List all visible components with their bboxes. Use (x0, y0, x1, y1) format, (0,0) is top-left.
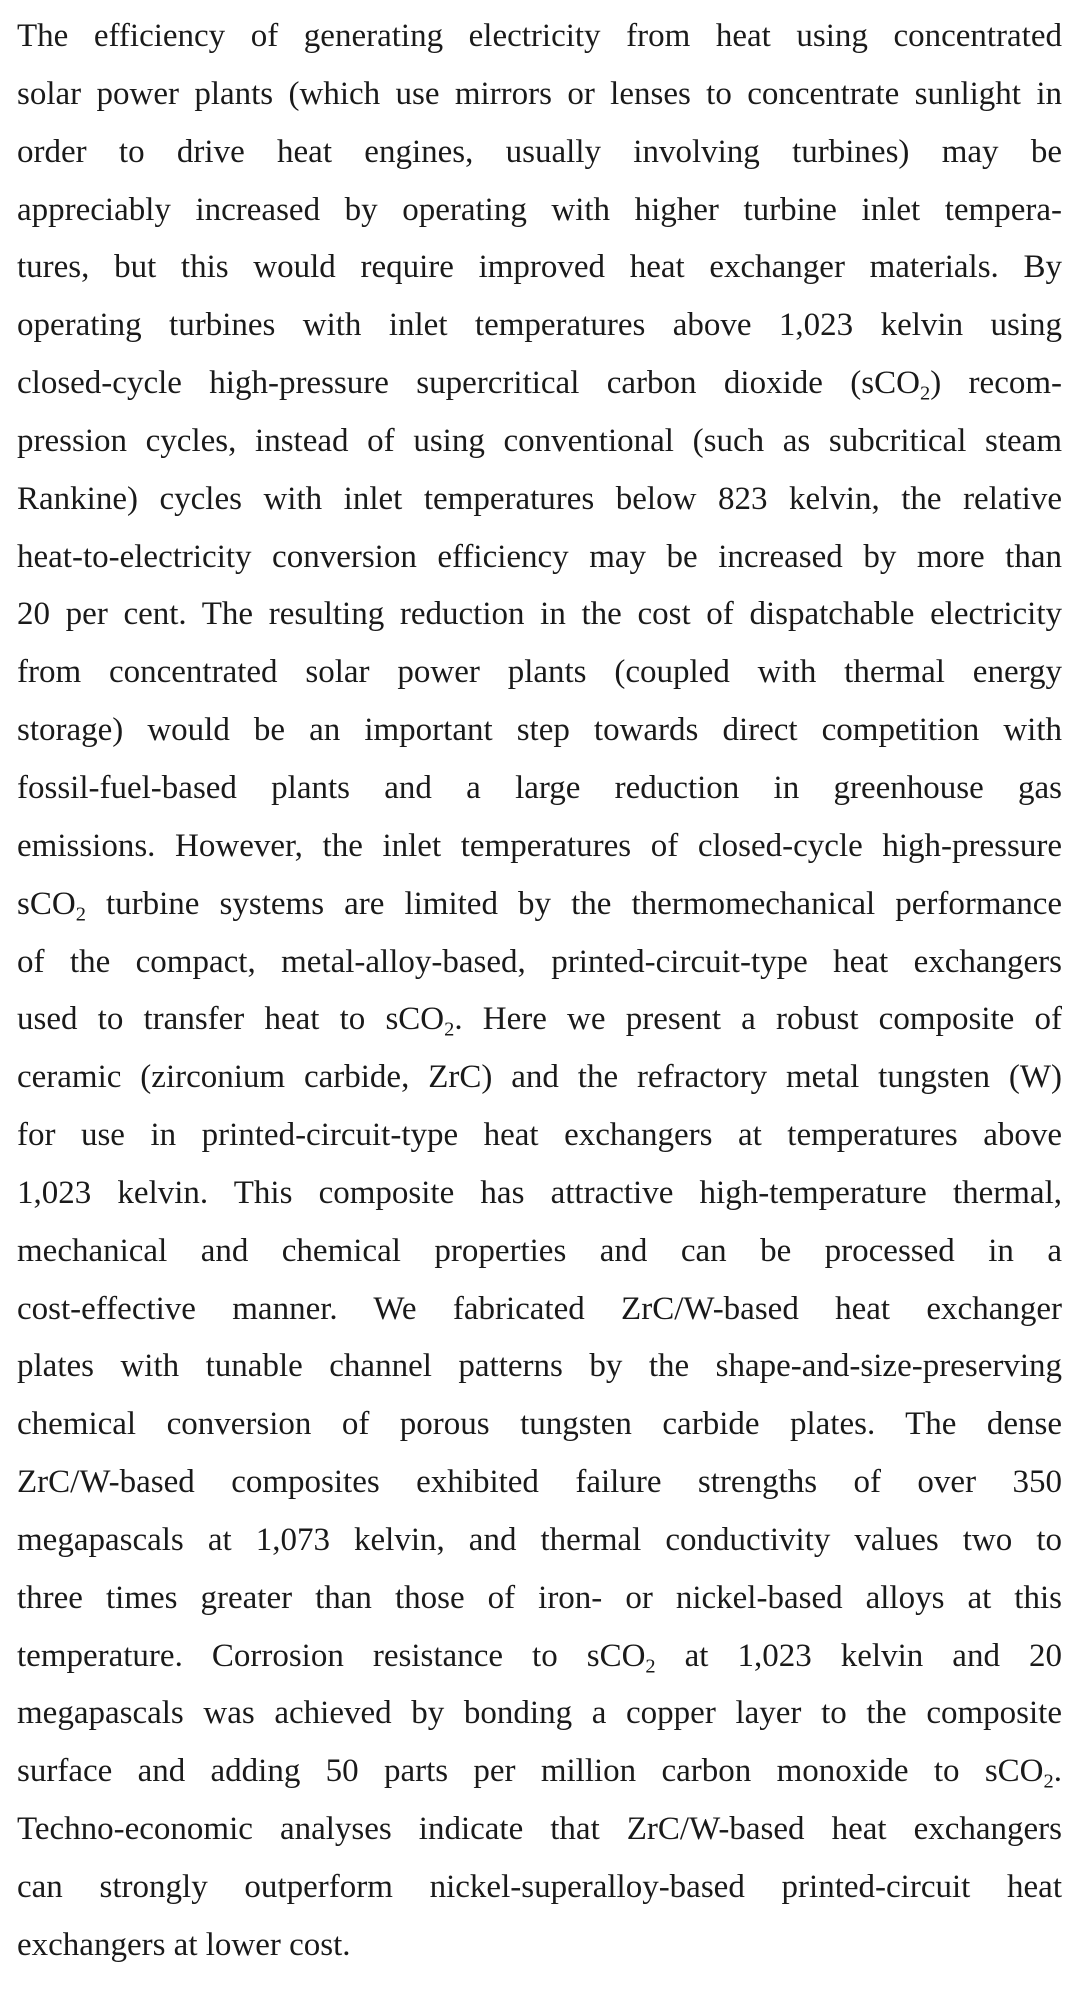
text-line (17, 1743, 1062, 1801)
text-line (17, 934, 1062, 992)
text-segment: exchangers at lower cost. (17, 1926, 351, 1963)
text-segment: pression cycles, instead of using conventional (such as subcritical steam (17, 422, 1062, 459)
subscript: 2 (1043, 1770, 1054, 1793)
text-line (17, 124, 1062, 182)
text-segment: mechanical and chemical properties and can be processed in a (17, 1232, 1062, 1269)
text-line (17, 529, 1062, 587)
text-line (17, 297, 1062, 355)
text-line (17, 239, 1062, 297)
text-line (17, 1165, 1062, 1223)
text-line (17, 1396, 1062, 1454)
text-segment: The efficiency of generating electricity from heat using concentrated (17, 18, 1062, 54)
text-line (17, 876, 1062, 934)
text-line (17, 1107, 1062, 1165)
text-line (17, 1801, 1062, 1859)
text-segment: used to transfer heat to sCO (17, 1001, 445, 1038)
text-line (17, 1223, 1062, 1281)
text-segment: for use in printed-circuit-type heat exchangers at temperatures above (17, 1117, 1062, 1154)
text-segment: ceramic (zirconium carbide, ZrC) and the refractory metal tungsten (W) (17, 1059, 1062, 1096)
text-line (17, 66, 1062, 124)
text-segment: three times greater than those of iron- or nickel-based alloys at this (17, 1579, 1062, 1616)
text-segment: storage) would be an important step towards direct competition with (17, 712, 1062, 749)
text-line (17, 1454, 1062, 1512)
text-segment: fossil-fuel-based plants and a large reduction in greenhouse gas (17, 769, 1062, 806)
text-line (17, 991, 1062, 1049)
text-segment: sCO (17, 885, 76, 922)
text-line (17, 760, 1062, 818)
text-line (17, 818, 1062, 876)
text-line (17, 1628, 1062, 1686)
text-segment: tures, but this would require improved heat exchanger materials. By (17, 249, 1062, 286)
subscript: 2 (444, 1018, 455, 1041)
text-segment: heat-to-electricity conversion efficiency may be increased by more than (17, 538, 1062, 575)
text-segment: solar power plants (which use mirrors or lenses to concentrate sunlight in (17, 75, 1062, 112)
text-segment: turbine systems are limited by the thermomechanical performance (85, 885, 1062, 922)
subscript: 2 (75, 903, 86, 926)
text-segment: ZrC/W-based composites exhibited failure strengths of over 350 (17, 1464, 1062, 1501)
text-line (17, 1281, 1062, 1339)
text-line (17, 1685, 1062, 1743)
text-segment: ) recom- (930, 365, 1063, 402)
text-segment: from concentrated solar power plants (coupled with thermal energy (17, 654, 1062, 691)
text-line (17, 586, 1062, 644)
text-line (17, 1512, 1062, 1570)
text-line (17, 355, 1062, 413)
text-segment: Techno-economic analyses indicate that ZrC/W-based heat exchangers (17, 1811, 1062, 1848)
text-segment: 20 per cent. The resulting reduction in the cost of dispatchable electricity (17, 596, 1062, 633)
text-segment: . (1053, 1753, 1062, 1790)
text-segment: closed-cycle high-pressure supercritical carbon dioxide (sCO (17, 365, 920, 402)
text-line (17, 644, 1062, 702)
text-segment: plates with tunable channel patterns by the shape-and-size-preserving (17, 1348, 1062, 1385)
text-line (17, 471, 1062, 529)
text-segment: . Here we present a robust composite of (454, 1001, 1062, 1038)
text-line (17, 413, 1062, 471)
abstract-paragraph (17, 8, 1062, 1975)
text-segment: order to drive heat engines, usually involving turbines) may be (17, 133, 1062, 170)
text-segment: megapascals at 1,073 kelvin, and thermal conductivity values two to (17, 1521, 1062, 1558)
subscript: 2 (919, 382, 931, 405)
text-line (17, 1338, 1062, 1396)
text-segment: megapascals was achieved by bonding a copper layer to the composite (17, 1695, 1062, 1732)
text-segment: 1,023 kelvin. This composite has attractive high-temperature thermal, (17, 1174, 1062, 1211)
text-line (17, 1570, 1062, 1628)
text-segment: Rankine) cycles with inlet temperatures below 823 kelvin, the relative (17, 480, 1062, 517)
text-segment: operating turbines with inlet temperatures above 1,023 kelvin using (17, 307, 1062, 344)
text-segment: emissions. However, the inlet temperatures of closed-cycle high-pressure (17, 827, 1062, 864)
text-line (17, 8, 1062, 66)
text-line (17, 1049, 1062, 1107)
text-line (17, 702, 1062, 760)
text-segment: at 1,023 kelvin and 20 (655, 1637, 1062, 1674)
text-segment: chemical conversion of porous tungsten carbide plates. The dense (17, 1406, 1062, 1443)
text-segment: appreciably increased by operating with higher turbine inlet tempera- (17, 191, 1062, 228)
text-line (17, 1917, 1062, 1975)
text-line (17, 182, 1062, 240)
text-line (17, 1859, 1062, 1917)
text-segment: of the compact, metal-alloy-based, printed-circuit-type heat exchangers (17, 943, 1062, 980)
text-segment: temperature. Corrosion resistance to sCO (17, 1637, 646, 1674)
text-segment: surface and adding 50 parts per million carbon monoxide to sCO (17, 1753, 1044, 1790)
text-segment: cost-effective manner. We fabricated ZrC/W-based heat exchanger (17, 1290, 1062, 1327)
subscript: 2 (645, 1655, 656, 1678)
text-segment: can strongly outperform nickel-superalloy-based printed-circuit heat (17, 1869, 1062, 1905)
